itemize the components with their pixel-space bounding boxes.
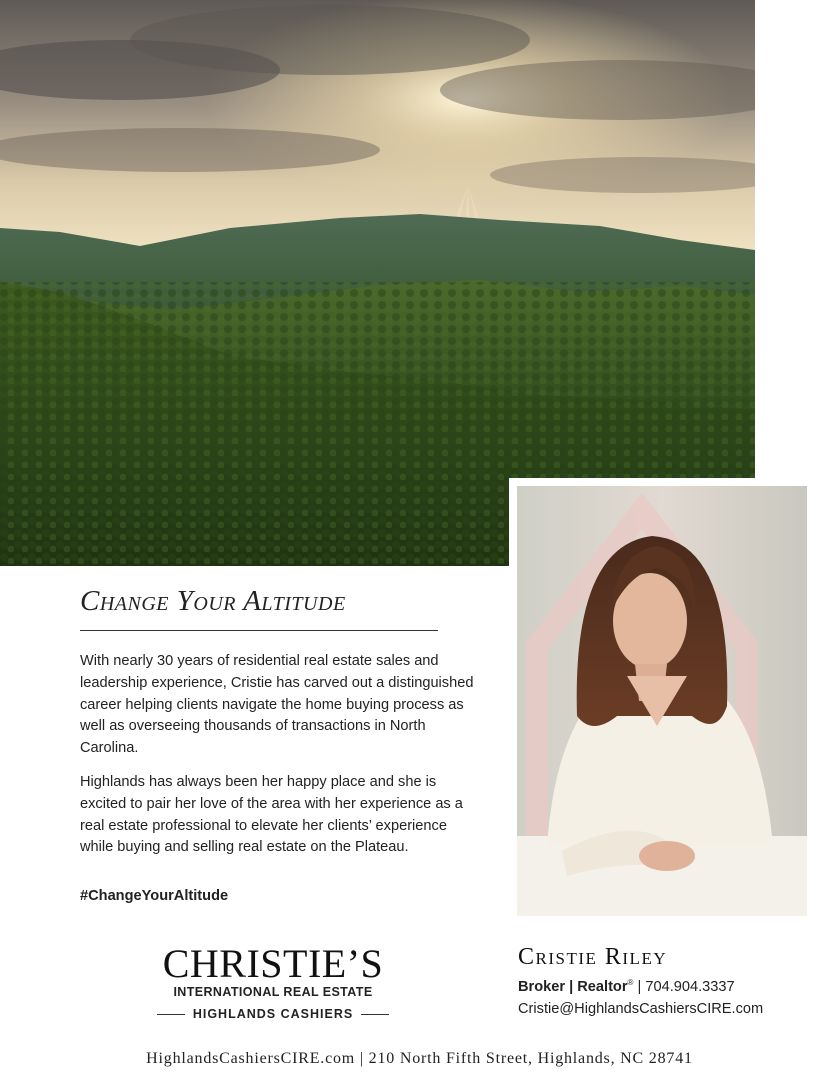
agent-name: Cristie Riley [518, 944, 668, 970]
christies-logo [152, 941, 394, 1021]
agent-contact [518, 944, 818, 1017]
agent-title-line [518, 978, 818, 995]
brand-office [152, 1007, 394, 1021]
brand-name: CHRISTIE’S [162, 941, 384, 986]
body-paragraph-1: With nearly 30 years of residential real estate sales and leadership experience, Cristie has carved out a distinguished career helping clients navigate the home buying process as well as overseeing thousands of transactions in North Carolina. [80, 653, 474, 757]
agent-role: Broker | Realtor [518, 978, 628, 995]
office-rule-right [361, 1014, 389, 1015]
hashtag: #ChangeYourAltitude [80, 888, 229, 904]
registered-mark: ® [627, 978, 634, 987]
agent-portrait-photo [517, 486, 807, 916]
headline-divider [80, 630, 438, 631]
agent-phone[interactable]: | 704.904.3337 [637, 978, 735, 995]
brand-subtitle: INTERNATIONAL REAL ESTATE [173, 985, 373, 999]
agent-email[interactable]: Cristie@HighlandsCashiersCIRE.com [518, 1000, 764, 1017]
body-paragraph-2: Highlands has always been her happy place and she is excited to pair her love of the area with her experience as a real estate professional to elevate her clients’ experience while buying and selling real estate on the Plateau. [80, 773, 463, 856]
office-name: HIGHLANDS CASHIERS [192, 1007, 354, 1021]
body-copy [80, 651, 480, 871]
footer-address[interactable]: HighlandsCashiersCIRE.com | 210 North Fifth Street, Highlands, NC 28741 [146, 1050, 693, 1067]
headline: Change Your Altitude [80, 585, 346, 617]
office-rule-left [157, 1014, 185, 1015]
